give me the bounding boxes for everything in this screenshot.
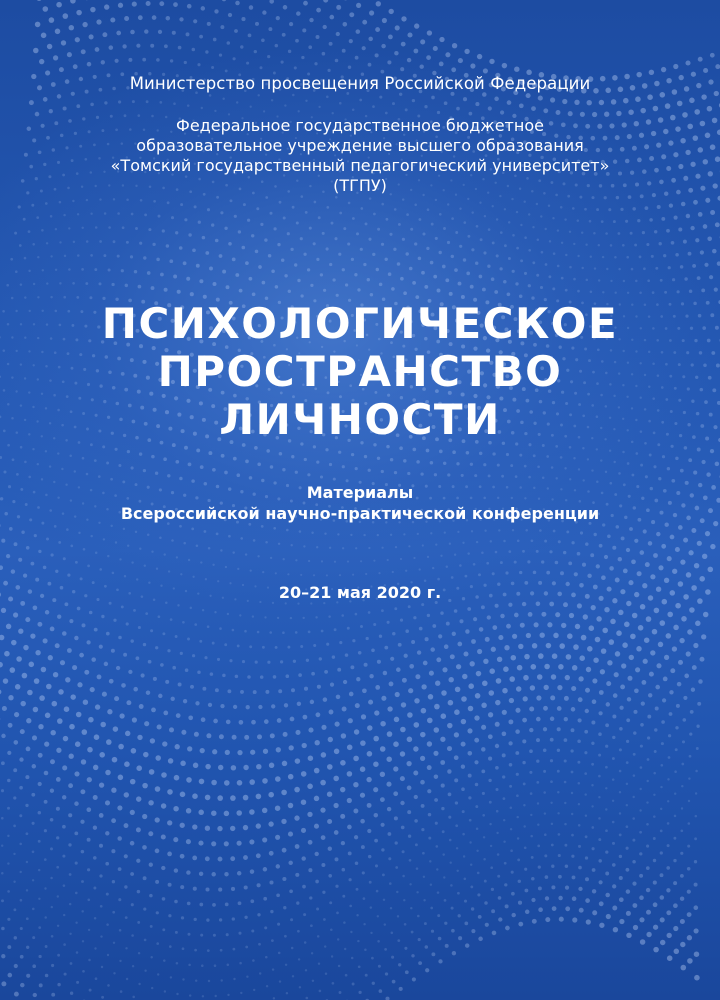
subtitle-line: Материалы [306,483,414,502]
title-line: ЛИЧНОСТИ [219,395,501,444]
institution-line: образовательное учреждение высшего образования [136,136,584,155]
institution-line: «Томский государственный педагогический университет» [110,156,610,175]
title-line: ПРОСТРАНСТВО [157,347,563,396]
institution-abbreviation: (ТГПУ) [333,176,387,195]
institution-name [0,116,720,196]
book-title [0,300,720,444]
subtitle-line: Всероссийской научно-практической конференции [120,504,600,523]
conference-date: 20–21 мая 2020 г. [278,583,442,602]
institution-line: Федеральное государственное бюджетное [176,116,544,135]
title-line: ПСИХОЛОГИЧЕСКОЕ [101,299,619,348]
ministry-name: Министерство просвещения Российской Федерации [129,74,591,93]
book-subtitle [0,482,720,524]
